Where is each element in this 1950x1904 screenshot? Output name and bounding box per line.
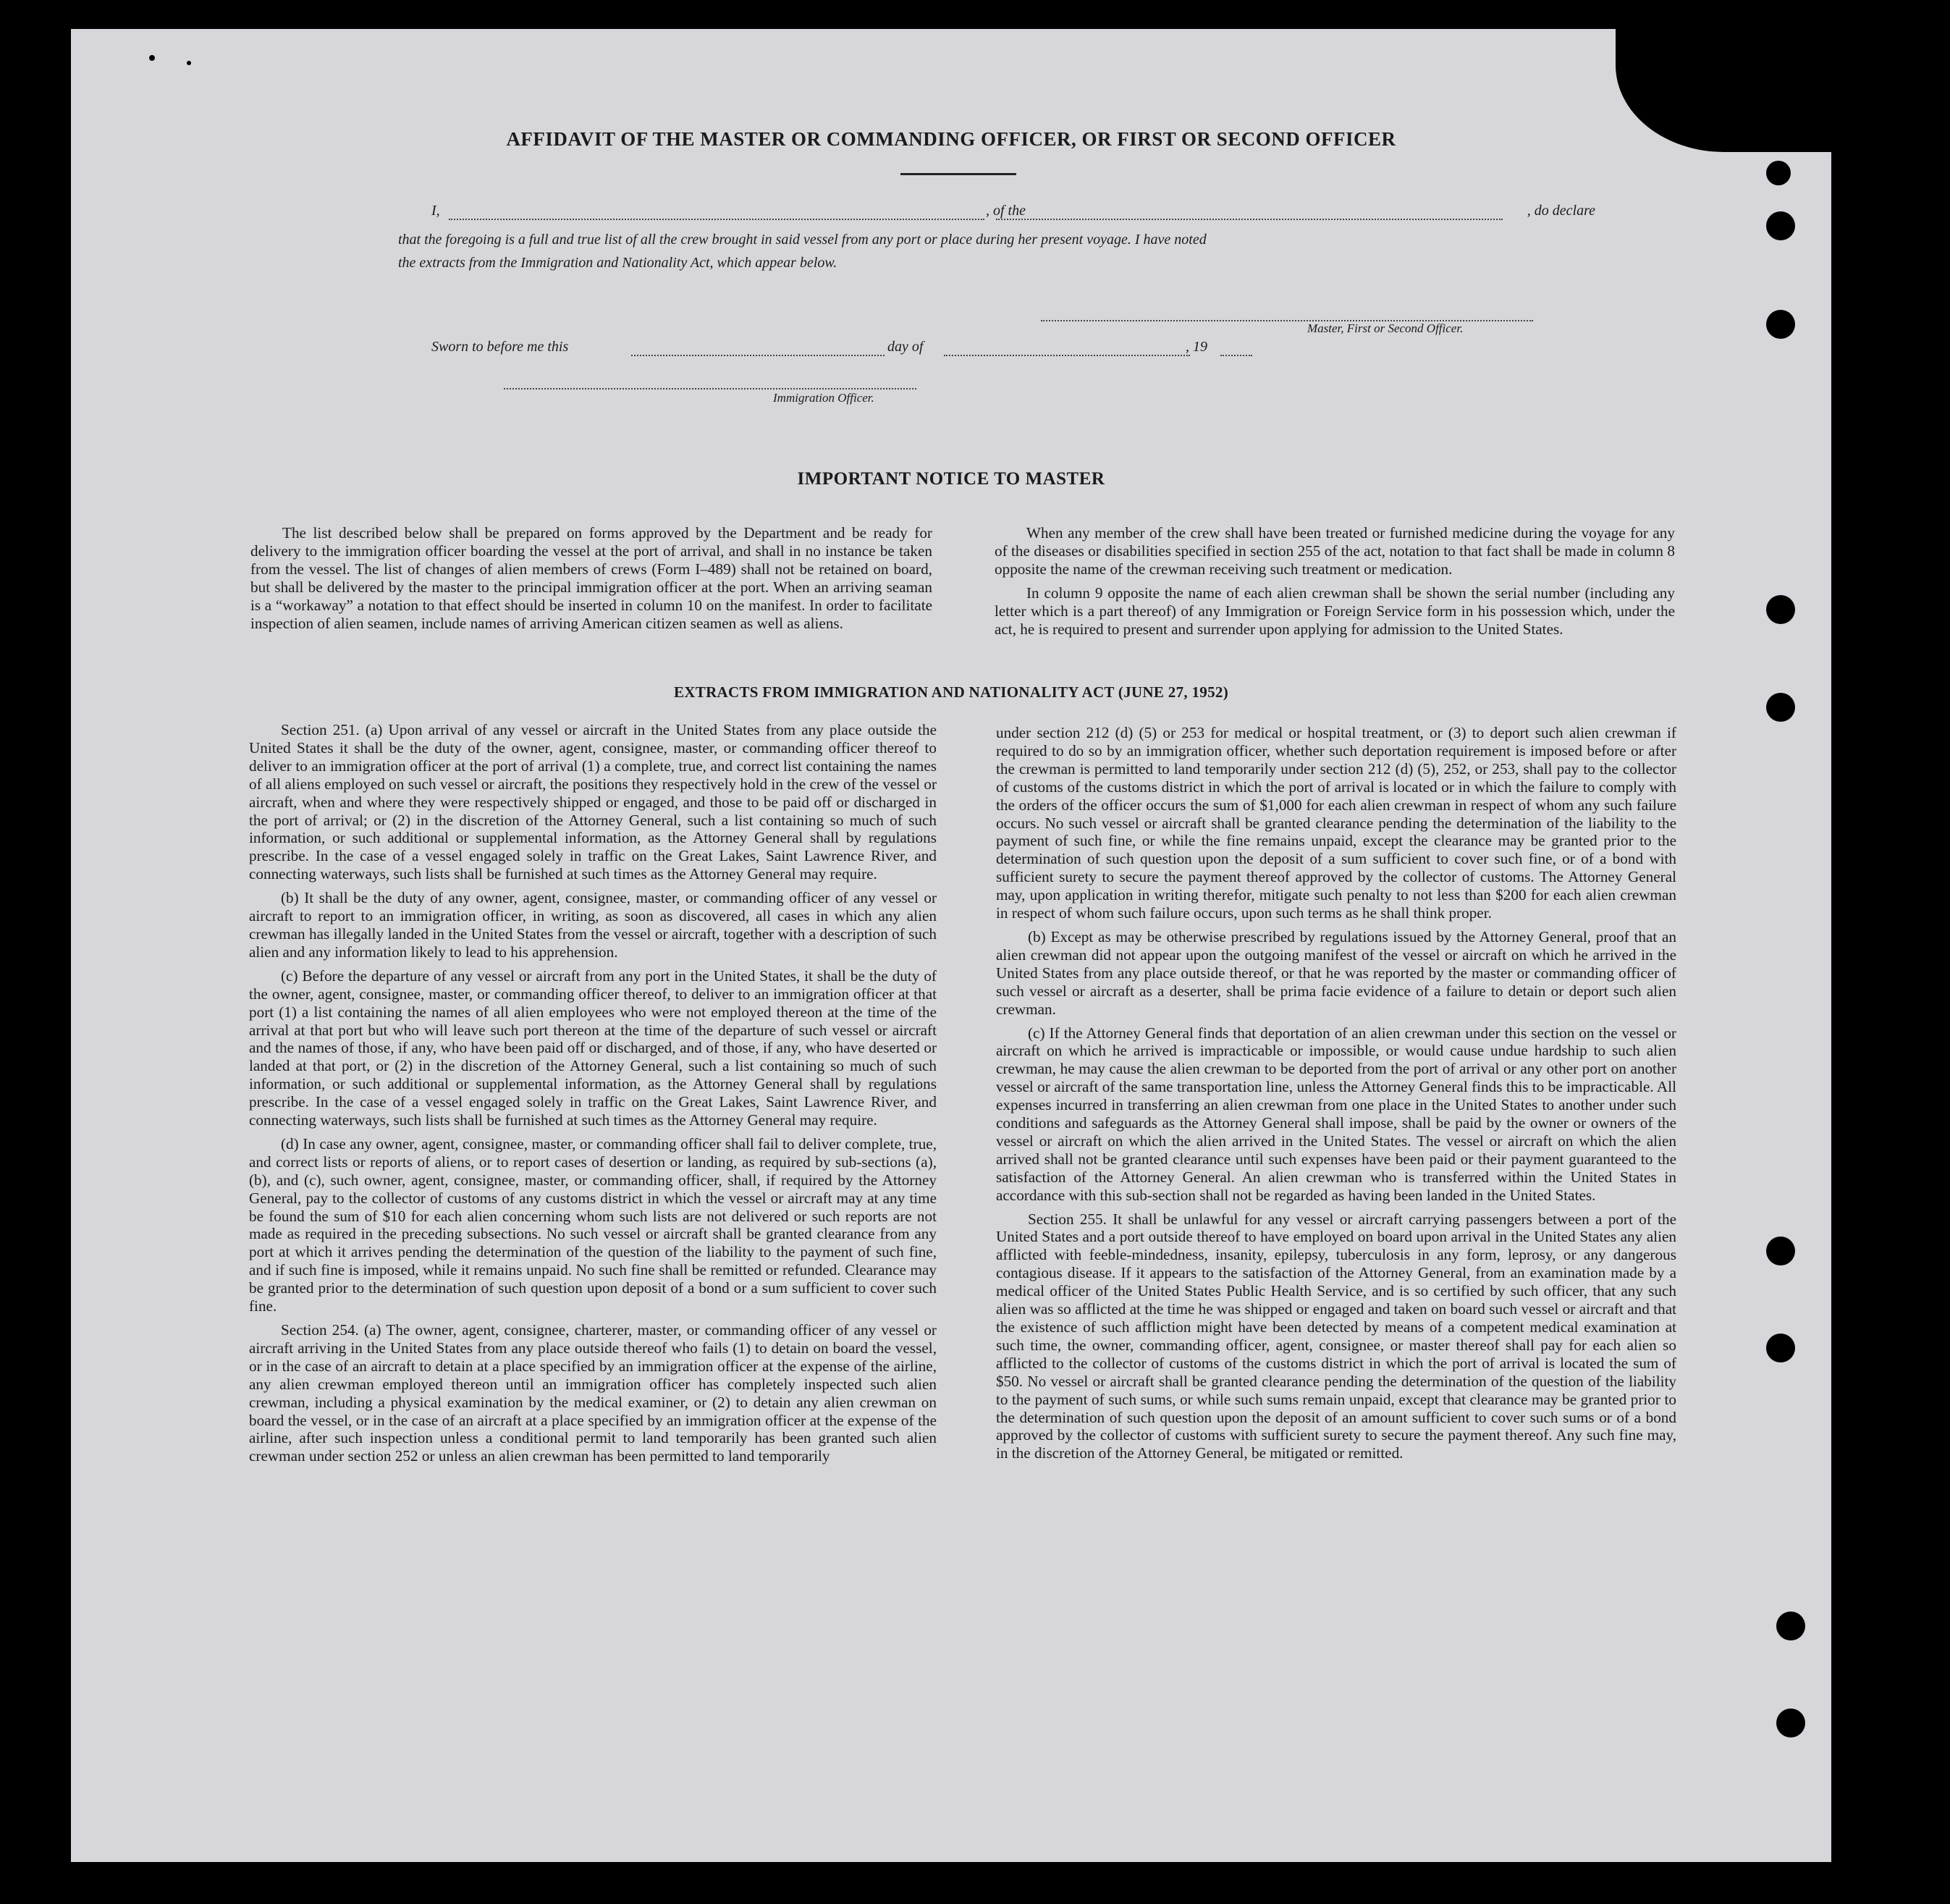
officer-signature-label: Immigration Officer. [773, 391, 874, 405]
notice-right-paragraph-1: When any member of the crew shall have been treated or furnished medicine during the voyage for any of the diseases or disabilities specified in section 255 of the act, notation to that fact shall be made in column 8 opposite the name of the crewman receiving such treatment or medication. [995, 524, 1675, 578]
punch-hole-partial [1766, 161, 1791, 185]
name-line[interactable] [449, 219, 984, 220]
extracts-title: EXTRACTS FROM IMMIGRATION AND NATIONALITY ACT (JUNE 27, 1952) [674, 683, 1228, 701]
sworn-month-line[interactable] [944, 355, 1190, 356]
punch-hole-8 [1776, 1709, 1805, 1737]
declaration-line-2: the extracts from the Immigration and Nationality Act, which appear below. [398, 255, 837, 271]
punch-hole-3 [1766, 595, 1795, 624]
title-rule [900, 173, 1016, 175]
extracts-left-column [249, 721, 937, 1465]
punch-hole-2 [1766, 310, 1795, 339]
declaration-line-1: that the foregoing is a full and true list of all the crew brought in said vessel from any port or place during her present voyage. I have noted [398, 232, 1207, 248]
punch-hole-7 [1776, 1612, 1805, 1640]
punch-hole-6 [1766, 1334, 1795, 1362]
punch-hole-1 [1766, 211, 1795, 240]
dust-speck [149, 55, 155, 61]
section-254-a: Section 254. (a) The owner, agent, consignee, charterer, master, or commanding officer of any vessel or aircraft arriving in the United States from any place outside thereof who fails (1) to detain on board the vessel, or in the case of an aircraft to detain at a place specified by an immigration officer at the expense of the airline, any alien crewman employed thereon until an immigration officer has completely inspected such alien crewman, including a physical examination by the medical examiner, or (2) to detain any alien crewman on board the vessel, or in the case of an aircraft at a place specified by an immigration officer at the expense of the airline, after such inspection unless a conditional permit to land temporarily has been granted such alien crewman under section 252 or unless an alien crewman has been permitted to land temporarily [249, 1321, 937, 1465]
section-255: Section 255. It shall be unlawful for any vessel or aircraft carrying passengers between a port of the United States and a port outside thereof to have employed on board upon arrival in the United States any alien afflicted with feeble-mindedness, insanity, epilepsy, tuberculosis in any form, leprosy, or any dangerous contagious disease. If it appears to the satisfaction of the Attorney General, from an examination made by a medical officer of the United States Public Health Service, and is so certified by such officer, that any such alien was so afflicted at the time he was shipped or engaged and taken on board such vessel or aircraft and that the existence of such affliction might have been detected by means of a competent medical examination at such time, the owner, commanding officer, agent, consignee, or master thereof shall pay for each alien so afflicted to the collector of customs of the customs district in which the port of arrival is located the sum of $50. No vessel or aircraft shall be granted clearance pending the determination of the question of the liability to the payment of such sums, or while such sums remain unpaid, except that clearance may be granted prior to the determination of such question upon the deposit of an amount sufficient to cover such sums or of a bond approved by the collector of customs with sufficient surety to secure the payment thereof. Any such fine may, in the discretion of the Attorney General, be mitigated or remitted. [996, 1210, 1676, 1462]
punch-hole-4 [1766, 693, 1795, 722]
section-251-d: (d) In case any owner, agent, consignee, master, or commanding officer shall fail to deliver complete, true, and correct lists or reports of aliens, or to report cases of desertion or landing, as required by sub-sections (a), (b), and (c), such owner, agent, consignee, master, or commanding officer, shall, if required by the Attorney General, pay to the collector of customs of any customs district in which the vessel or aircraft may at any time be found the sum of $10 for each alien concerning whom such lists are not delivered or such reports are not made as required in the preceding subsections. No such vessel or aircraft shall be granted clearance from any port at which it arrives pending the determination of the question of the liability to the payment of such fine, and if such fine is imposed, while it remains unpaid. No such fine shall be remitted or refunded. Clearance may be granted prior to the determination of such question upon deposit of a bond or a sum sufficient to cover such fine. [249, 1134, 937, 1315]
extracts-right-column [996, 724, 1676, 1462]
master-signature-label: Master, First or Second Officer. [1307, 321, 1464, 335]
notice-right-column [995, 524, 1675, 638]
section-251-b: (b) It shall be the duty of any owner, agent, consignee, master, or commanding officer of any vessel or aircraft to report to an immigration officer, in writing, as soon as discovered, all cases in which any alien crewman has illegally landed in the United States from the vessel or aircraft, together with a description of such alien and any information likely to lead to his apprehension. [249, 889, 937, 961]
section-254-b: (b) Except as may be otherwise prescribed by regulations issued by the Attorney General, proof that an alien crewman did not appear upon the outgoing manifest of the vessel or aircraft on which he arrived in the United States from any place outside thereof, or that he was reported by the master or commanding officer of such vessel or aircraft as a deserter, shall be prima facie evidence of a failure to detain or deport such alien crewman. [996, 927, 1676, 1018]
form-page [71, 29, 1831, 1862]
sworn-day-line[interactable] [631, 355, 885, 356]
section-251-a: Section 251. (a) Upon arrival of any vessel or aircraft in the United States from any place outside the United States it shall be the duty of the owner, agent, consignee, master, or commanding officer thereof to deliver to an immigration officer at the port of arrival (1) a complete, true, and correct list containing the names of all aliens employed on such vessel or aircraft, the positions they respectively hold in the crew of the vessel or aircraft, when and where they were respectively shipped or engaged, and those to be paid off or discharged in the port of arrival; or (2) in the discretion of the Attorney General, such a list containing so much of such information, or such additional or supplemental information, as the Attorney General shall by regulations prescribe. In the case of a vessel engaged solely in traffic on the Great Lakes, Saint Lawrence River, and connecting waterways, such lists shall be furnished at such times as the Attorney General may require. [249, 721, 937, 883]
of-the-label: , of the [986, 203, 1026, 219]
punch-hole-5 [1766, 1237, 1795, 1265]
vessel-line[interactable] [996, 219, 1503, 220]
affidavit-title: AFFIDAVIT OF THE MASTER OR COMMANDING OFFICER, OR FIRST OR SECOND OFFICER [506, 128, 1396, 150]
notice-right-paragraph-2: In column 9 opposite the name of each alien crewman shall be shown the serial number (including any letter which is a part thereof) of any Immigration or Foreign Service form in his possession which, under the act, he is required to present and surrender upon applying for admission to the United States. [995, 584, 1675, 638]
notice-title: IMPORTANT NOTICE TO MASTER [797, 469, 1105, 489]
sworn-label: Sworn to before me this [431, 339, 569, 355]
year-label: , 19 [1186, 339, 1207, 355]
day-of-label: day of [887, 339, 924, 355]
do-declare-label: , do declare [1527, 203, 1595, 219]
affidavit-i-label: I, [431, 203, 440, 219]
section-251-c: (c) Before the departure of any vessel or aircraft from any port in the United States, it shall be the duty of the owner, agent, consignee, master, or commanding officer thereof, to deliver to an immigration officer at that port (1) a list containing the names of all alien employees who were not employed thereon at the time of the arrival at that port but who will leave such port thereon at the time of the departure of such vessel or aircraft and the names of those, if any, who have been paid off or discharged, and of those, if any, who have deserted or landed at that port, or (2) in the discretion of the Attorney General, such a list containing so much of such information, or such additional or supplemental information, as the Attorney General shall by regulations prescribe. In the case of a vessel engaged solely in traffic on the Great Lakes, Saint Lawrence River, and connecting waterways, such lists shall be furnished at such times as the Attorney General may require. [249, 966, 937, 1129]
section-254-a-continued: under section 212 (d) (5) or 253 for medical or hospital treatment, or (3) to deport such alien crewman if required to do so by an immigration officer, whether such deportation requirement is imposed before or after the crewman is permitted to land temporarily under section 212 (d) (5), 252, or 253, shall pay to the collector of customs of the customs district in which the port of arrival is located or in which the failure to comply with the orders of the officer occurs the sum of $1,000 for each alien crewman in respect of whom any such failure occurs. No such vessel or aircraft shall be granted clearance pending the determination of the liability to the payment of such fine, or while the fine remains unpaid, except the clearance may be granted prior to the determination of such question upon the deposit of a sum sufficient to cover such fine, or of a bond with sufficient surety to secure the payment thereof approved by the collector of customs. The Attorney General may, upon application in writing therefor, mitigate such penalty to not less than $200 for each alien crewman in respect of whom such failure occurs, upon such terms as he shall think proper. [996, 724, 1676, 922]
dust-speck [187, 61, 191, 65]
sworn-year-line[interactable] [1220, 355, 1252, 356]
section-254-c: (c) If the Attorney General finds that deportation of an alien crewman under this section on the vessel or aircraft on which he arrived is impracticable or impossible, or would cause undue hardship to such alien crewman, he may cause the alien crewman to be deported from the port of arrival or any other port on another vessel or aircraft of the same transportation line, unless the Attorney General finds this to be impracticable. All expenses incurred in transferring an alien crewman from one place in the United States to another under such conditions and safeguards as the Attorney General shall impose, shall be paid by the owner or owners of the vessel or aircraft on which the alien arrived in the United States. The vessel or aircraft on which the alien arrived shall not be granted clearance until such expenses have been paid or their payment guaranteed to the satisfaction of the Attorney General. An alien crewman who is transferred within the United States in accordance with this sub-section shall not be regarded as having been landed in the United States. [996, 1024, 1676, 1204]
notice-left-paragraph: The list described below shall be prepared on forms approved by the Department and be ready for delivery to the immigration officer boarding the vessel at the port of arrival, and shall in no instance be taken from the vessel. The list of changes of alien members of crews (Form I–489) shall not be retained on board, but shall be delivered by the master to the principal immigration officer at the port. When an arriving seaman is a “workaway” a notation to that effect should be inserted in column 10 on the manifest. In order to facilitate inspection of alien seamen, include names of arriving American citizen seamen as well as aliens. [250, 524, 932, 632]
notice-left-column [250, 524, 932, 632]
officer-signature-line[interactable] [504, 388, 916, 389]
